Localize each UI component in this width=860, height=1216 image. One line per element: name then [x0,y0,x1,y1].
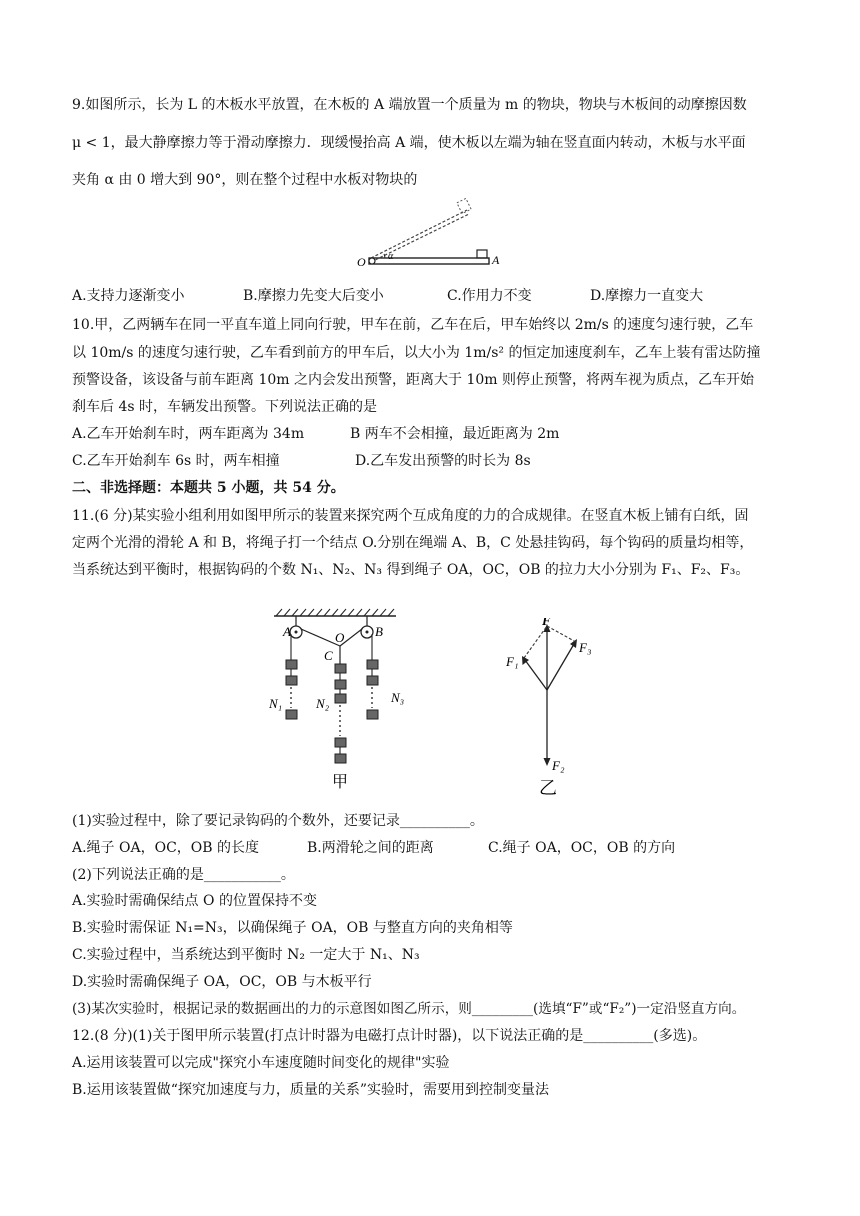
q10-text-line4: 刹车后 4s 时，车辆发出预警。下列说法正确的是 [72,399,377,415]
q9-option-c: C.作用力不变 [447,288,532,304]
q11-text-line1: 11.(6 分)某实验小组利用如图甲所示的装置来探究两个互成角度的力的合成规律。在竖直木板上铺有白纸，固 [72,508,749,524]
q9-text-line2: μ < 1，最大静摩擦力等于滑动摩擦力．现缓慢抬高 A 端，使木板以左端为轴在竖直面内转动，木板与水平面 [72,135,746,151]
raised-board-upper [371,210,467,258]
q9-option-d: D.摩擦力一直变大 [590,288,704,304]
q9-text-line1: 9.如图所示，长为 L 的木板水平放置，在木板的 A 端放置一个质量为 m 的物块，物块与木板间的动摩擦因数 [72,97,747,113]
ceiling-hatch [276,609,394,616]
q10-option-c: C.乙车开始刹车 6s 时，两车相撞 [72,453,280,469]
weight [286,660,297,669]
weight [335,754,346,763]
section-heading: 二、非选择题：本题共 5 小题，共 54 分。 [72,480,345,496]
label-n2: N₂ [316,696,330,711]
raised-board-lower [371,214,469,262]
label-n3: N₃ [391,690,405,705]
weight [335,680,346,689]
q11-apparatus-figure-jia [262,604,422,794]
q12-option-a: A.运用该装置可以完成"探究小车速度随时间变化的规律"实验 [72,1055,450,1071]
label-f: F [542,618,551,628]
q11-sub1: (1)实验过程中，除了要记录钩码的个数外，还要记录__________。 [72,813,484,829]
q10-text-line2: 以 10m/s 的速度匀速行驶，乙车看到前方的甲车后，以大小为 1m/s² 的恒定加速度刹车，乙车上装有雷达防撞 [72,345,761,361]
caption-yi: 乙 [539,778,557,798]
q12-option-b: B.运用该装置做“探究加速度与力，质量的关系”实验时，需要用到控制变量法 [72,1082,550,1098]
q9-incline-figure [355,196,515,276]
label-a: A [283,624,291,639]
q11-sub2-option-b: B.实验时需保证 N₁=N₃，以确保绳子 OA，OB 与整直方向的夹角相等 [72,920,513,936]
label-f3: F₃ [579,640,592,655]
q9-option-a: A.支持力逐渐变小 [72,288,185,304]
label-o: O [357,255,366,269]
block [477,250,487,258]
q12-text-line1: 12.(8 分)(1)关于图甲所示装置(打点计时器为电磁打点计时器)，以下说法正确的是__________(多选)。 [72,1028,707,1044]
label-a: A [492,253,500,267]
q11-sub3: (3)某次实验时，根据记录的数据画出的力的示意图如图乙所示，则_________(选填“F”或“F₂”)一定沿竖直方向。 [72,1001,746,1017]
label-c: C [324,648,333,663]
q11-sub2-option-d: D.实验时需确保绳子 OA，OC，OB 与木板平行 [72,974,372,990]
caption-jia: 甲 [332,774,349,791]
q11-sub2-option-c: C.实验过程中，当系统达到平衡时 N₂ 一定大于 N₁、N₃ [72,947,420,963]
raised-block [457,198,471,213]
label-f2: F₂ [552,758,565,773]
q10-text-line3: 预警设备，该设备与前车距离 10m 之内会发出预警，距离大于 10m 则停止预警，将两车视为质点，乙车开始 [72,372,754,388]
q11-sub1-option-b: B.两滑轮之间的距离 [307,840,434,856]
q9-text-line3: 夹角 α 由 0 增大到 90°，则在整个过程中水板对物块的 [72,172,418,188]
weight [367,676,378,685]
label-b: B [375,624,383,639]
weight [367,710,378,719]
q11-sub1-option-c: C.绳子 OA，OC，OB 的方向 [488,840,676,856]
q11-text-line3: 当系统达到平衡时，根据钩码的个数 N₁、N₂、N₃ 得到绳子 OA，OC，OB 的拉力大小分别为 F₁、F₂、F₃。 [72,562,750,578]
weight [335,664,346,673]
weight [286,710,297,719]
arrow-f3 [547,644,574,690]
q9-option-b: B.摩擦力先变大后变小 [243,288,384,304]
label-o: O [335,630,345,645]
q11-sub2-option-a: A.实验时需确保结点 O 的位置保持不变 [72,893,317,909]
q10-option-b: B 两车不会相撞，最近距离为 2m [350,426,560,442]
label-f1: F₁ [506,654,519,669]
board [369,258,489,264]
weight [367,660,378,669]
label-alpha: α [388,251,394,262]
weight [335,738,346,747]
weight [286,676,297,685]
q10-option-d: D.乙车发出预警的时长为 8s [355,453,531,469]
label-n1: N₁ [269,696,283,711]
arrow-f1 [525,660,547,690]
q11-sub2: (2)下列说法正确的是___________。 [72,867,295,883]
q11-sub1-option-a: A.绳子 OA，OC，OB 的长度 [72,840,260,856]
q10-option-a: A.乙车开始刹车时，两车距离为 34m [72,426,305,442]
q11-text-line2: 定两个光滑的滑轮 A 和 B，将绳子打一个结点 O.分别在绳端 A、B，C 处悬挂钩码，每个钩码的质量均相等， [72,535,754,551]
q10-text-line1: 10.甲，乙两辆车在同一平直车道上同向行驶，甲车在前，乙车在后，甲车始终以 2m/s 的速度匀速行驶，乙车 [72,317,754,333]
q11-force-diagram-yi [500,618,610,798]
weight [335,694,346,703]
pivot [369,258,375,264]
